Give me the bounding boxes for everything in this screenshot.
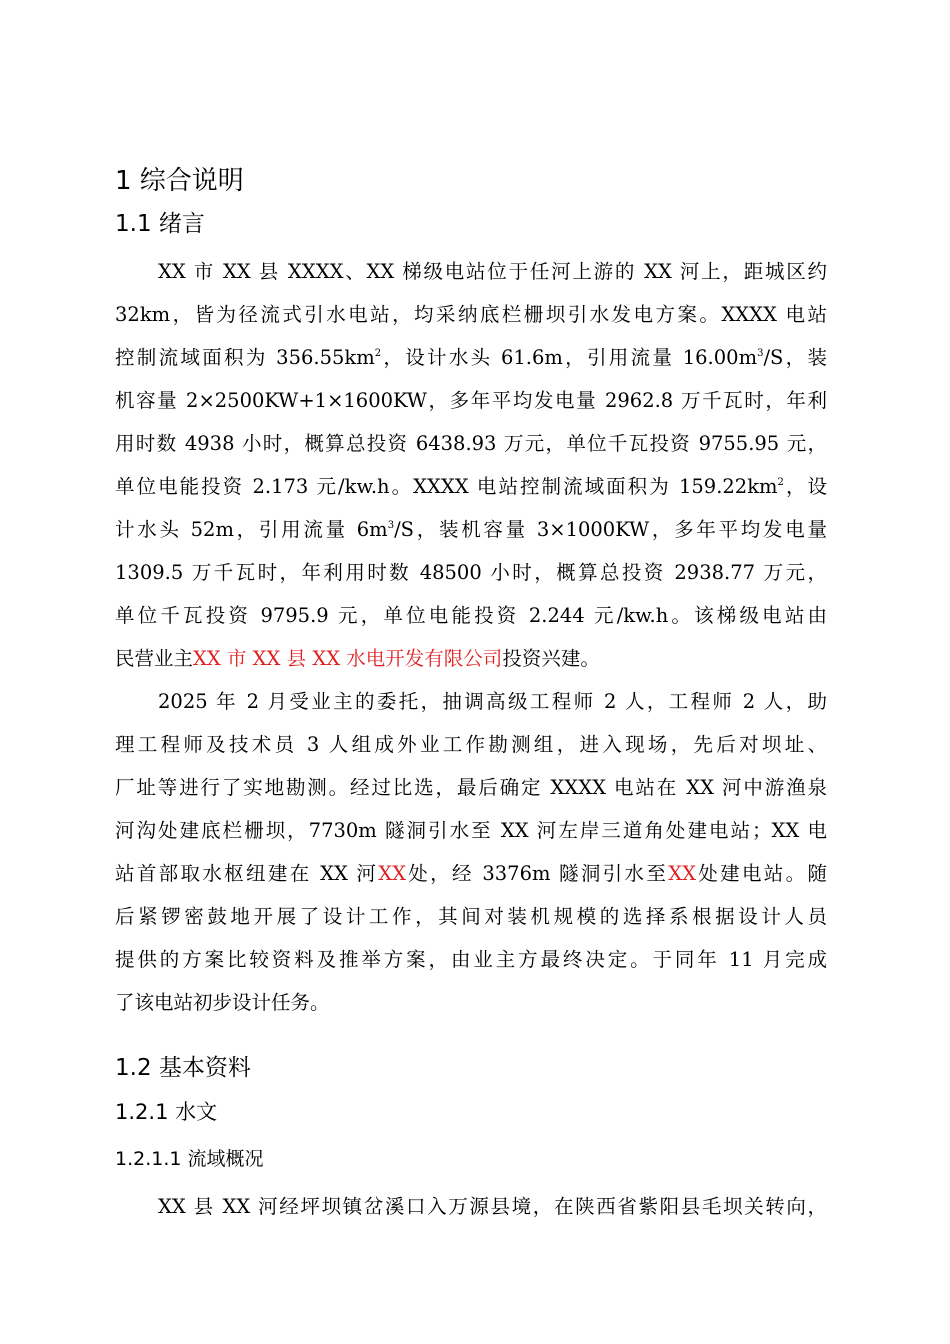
text-run: 投资兴建。 bbox=[502, 647, 600, 670]
text-line: 2025 年 2 月受业主的委托，抽调高级工程师 2 人，工程师 2 人，助 bbox=[158, 690, 827, 713]
text-line: XX 市 XX 县 XXXX、XX 梯级电站位于任河上游的 XX 河上，距城区约 bbox=[158, 260, 827, 283]
text-line: 了该电站初步设计任务。 bbox=[115, 991, 330, 1014]
text-line: 机容量 2×2500KW+1×1600KW，多年平均发电量 2962.8 万千瓦时，年利 bbox=[115, 389, 827, 412]
text-line: 河沟处建底栏栅坝，7730m 隧洞引水至 XX 河左岸三道角处建电站；XX 电 bbox=[115, 819, 827, 842]
text-line: XX 县 XX 河经坪坝镇岔溪口入万源县境，在陕西省紫阳县毛坝关转向， bbox=[158, 1195, 827, 1218]
text-run: 处，经 3376m 隧洞引水至 bbox=[405, 862, 669, 885]
text-run: 民营业主 bbox=[115, 647, 194, 670]
section-title-1-2-1: 1.2.1 水文 bbox=[115, 1100, 218, 1124]
text-line bbox=[115, 508, 827, 551]
text-run: ，设计水头 61.6m，引用流量 16.00m bbox=[381, 346, 758, 369]
text-line: 1309.5 万千瓦时，年利用时数 48500 小时，概算总投资 2938.77 万元， bbox=[115, 561, 827, 584]
superscript: 3 bbox=[387, 520, 395, 531]
text-run: /S，装机容量 3×1000KW，多年平均发电量 bbox=[394, 518, 827, 541]
section-title-1-2: 1.2 基本资料 bbox=[115, 1055, 251, 1081]
text-line: 提供的方案比较资料及推举方案，由业主方最终决定。于同年 11 月完成 bbox=[115, 948, 827, 971]
watershed-paragraph bbox=[115, 1185, 827, 1228]
location-highlight: XX bbox=[668, 862, 696, 885]
section-title-1: 1 综合说明 bbox=[115, 166, 244, 196]
text-line: 用时数 4938 小时，概算总投资 6438.93 万元，单位千瓦投资 9755.95 元， bbox=[115, 432, 827, 455]
superscript: 2 bbox=[374, 348, 382, 359]
intro-paragraph-1 bbox=[115, 250, 827, 680]
section-title-1-1: 1.1 绪言 bbox=[115, 211, 205, 237]
intro-paragraph-2 bbox=[115, 680, 827, 1024]
text-line bbox=[115, 852, 827, 895]
text-run: 控制流域面积为 356.55km bbox=[115, 346, 375, 369]
superscript: 3 bbox=[757, 348, 764, 359]
text-run: 单位电能投资 2.173 元/kw.h。XXXX 电站控制流域面积为 159.22km bbox=[115, 475, 778, 498]
text-run: ，设 bbox=[783, 475, 827, 498]
text-run: 站首部取水枢纽建在 XX 河 bbox=[115, 862, 379, 885]
text-line: 单位千瓦投资 9795.9 元，单位电能投资 2.244 元/kw.h。该梯级电站由 bbox=[115, 604, 827, 627]
text-line bbox=[115, 465, 827, 508]
text-line: 理工程师及技术员 3 人组成外业工作勘测组，进入现场，先后对坝址、 bbox=[115, 733, 827, 756]
text-line bbox=[115, 336, 827, 379]
text-line: 厂址等进行了实地勘测。经过比选，最后确定 XXXX 电站在 XX 河中游渔泉 bbox=[115, 776, 827, 799]
text-line: 后紧锣密鼓地开展了设计工作，其间对装机规模的选择系根据设计人员 bbox=[115, 905, 827, 928]
superscript: 2 bbox=[777, 477, 784, 488]
text-line: 32km，皆为径流式引水电站，均采纳底栏栅坝引水发电方案。XXXX 电站 bbox=[115, 303, 827, 326]
section-title-1-2-1-1: 1.2.1.1 流域概况 bbox=[115, 1148, 264, 1170]
location-highlight: XX bbox=[378, 862, 406, 885]
text-line bbox=[115, 637, 827, 680]
text-run: 计水头 52m，引用流量 6m bbox=[115, 518, 388, 541]
company-name-highlight: XX 市 XX 县 XX 水电开发有限公司 bbox=[193, 647, 503, 670]
text-run: 处建电站。随 bbox=[695, 862, 827, 885]
text-run: /S，装 bbox=[763, 346, 827, 369]
